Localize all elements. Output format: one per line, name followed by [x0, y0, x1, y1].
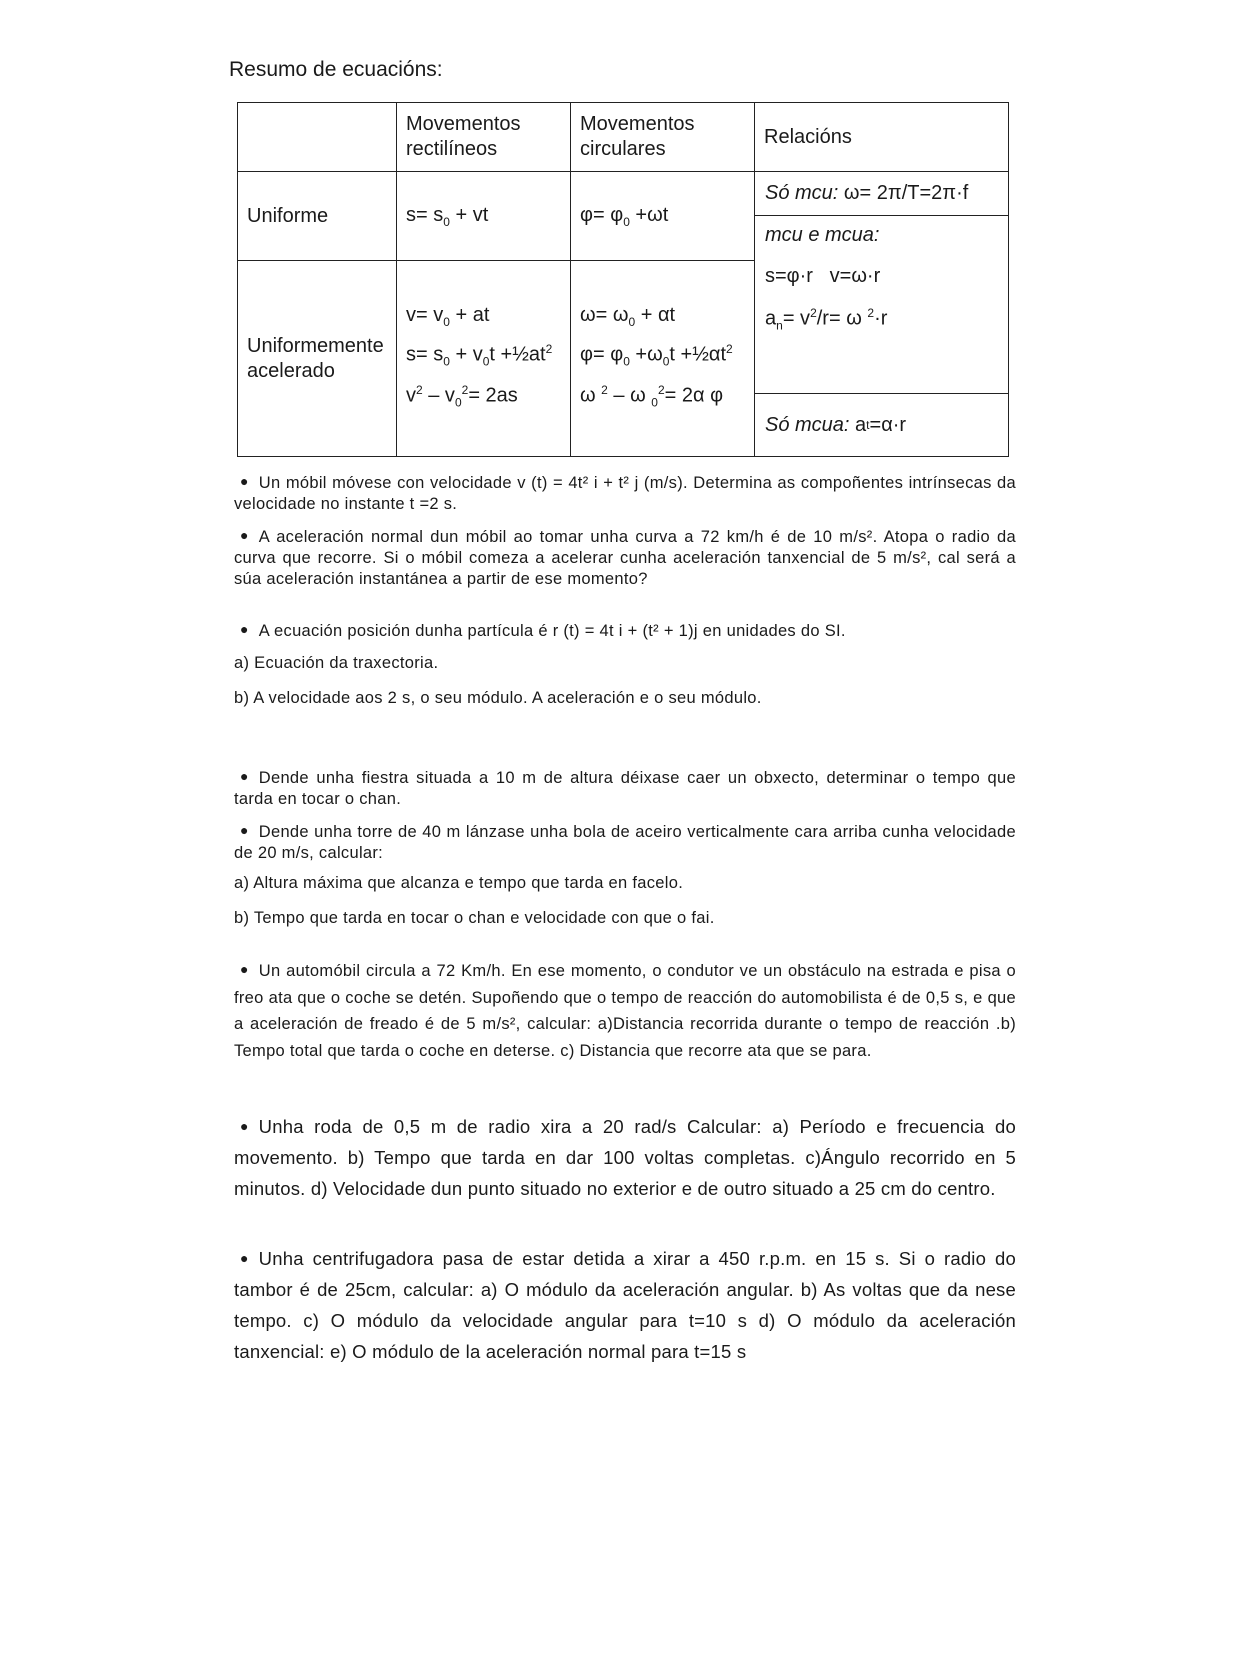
- eq-w2: ω $^2$ – ω $_0^2$= 2α φ: [580, 382, 724, 410]
- table-header-row: [238, 103, 1009, 172]
- rel-mcua-label: Só mcua:: [765, 413, 850, 436]
- bullet-icon: ●: [240, 473, 249, 489]
- row-label-uniform: Uniforme: [238, 172, 397, 261]
- bullet-icon: ●: [240, 621, 249, 637]
- eq-v: $v= v_0$ + at: [406, 303, 490, 329]
- bullet-icon: ●: [240, 1118, 249, 1134]
- rel-mcua: Só mcua: a t =α·r: [755, 393, 1008, 456]
- problem-4: ● Dende unha fiestra situada a 10 m de altura déixase caer un obxecto, determinar o tempo que tarda en tocar o chan.: [234, 768, 1016, 808]
- bullet-icon: ●: [240, 768, 249, 784]
- problem-7: ● Unha roda de 0,5 m de radio xira a 20 rad/s Calcular: a) Período e frecuencia do movemento. b) Tempo que tarda en dar 100 voltas completas. c)Ángulo recorrido en 5 minutos. d) Velocidade dun punto situado no exterior e de outro situado a 25 cm do centro.: [234, 1111, 1016, 1204]
- rel-mcu-label: Só mcu:: [765, 182, 839, 204]
- problem-3a: a) Ecuación da traxectoria.: [234, 654, 439, 672]
- bullet-icon: ●: [240, 1250, 249, 1266]
- rel-mcu-mcua: [755, 216, 1008, 393]
- table-row-uniform: [238, 172, 1009, 261]
- problem-5: ● Dende unha torre de 40 m lánzase unha bola de aceiro verticalmente cara arriba cunha velocidade de 20 m/s, calcular:: [234, 822, 1016, 862]
- eq-v2: $v^2 - v_0^2= 2as$: [406, 382, 518, 410]
- relations-cell: [755, 172, 1009, 457]
- problem-6: ● Un automóbil circula a 72 Km/h. En ese momento, o condutor ve un obstáculo na estrada e pisa o freo ata que o coche se detén. Supoñendo que o tempo de reacción do automobilista é de 0,5 s, e que a aceleración de freado é de 5 m/s², calcular: a)Distancia recorrida durante o tempo de reacción .b) Tempo total que tarda o coche en deterse. c) Distancia que recorre ata que se para.: [234, 956, 1016, 1064]
- problem-3b: b) A velocidade aos 2 s, o seu módulo. A aceleración e o seu módulo.: [234, 689, 762, 707]
- summary-heading: Resumo de ecuacións:: [229, 58, 443, 81]
- problem-5a: a) Altura máxima que alcanza e tempo que tarda en facelo.: [234, 874, 684, 892]
- bullet-icon: ●: [240, 527, 249, 543]
- header-rectilinear: Movementos rectilíneos: [397, 103, 571, 172]
- header-relations: Relacións: [755, 103, 1009, 172]
- rel-mcu: [755, 172, 1008, 216]
- eq-s: $s= s_0 + v_0t$ $+\frac{1}{2}at^2$: [406, 342, 553, 369]
- rel-an: $a_n= v^2/r= \omega$ $^2$·r: [765, 306, 888, 333]
- row-label-accelerated: Uniformemente acelerado: [238, 261, 397, 457]
- problem-8: ● Unha centrifugadora pasa de estar detida a xirar a 450 r.p.m. en 15 s. Si o radio do tambor é de 25cm, calcular: a) O módulo da aceleración angular. b) As voltas que da nese tempo. c) O módulo da velocidade angular para t=10 s d) O módulo da aceleración tanxencial: e) O módulo de la aceleración normal para t=15 s: [234, 1243, 1016, 1367]
- eq-rect-uniform: $s= s_0$ + vt: [397, 172, 571, 261]
- eq-circ-accelerated: [571, 261, 755, 457]
- rel-both-label: mcu e mcua:: [765, 224, 880, 246]
- bullet-icon: ●: [240, 822, 249, 838]
- eq-circ-uniform: $\varphi= \varphi_0 +\omega t$: [571, 172, 755, 261]
- problem-5b: b) Tempo que tarda en tocar o chan e velocidade con que o fai.: [234, 909, 715, 927]
- problem-3: ● A ecuación posición dunha partícula é r (t) = 4t i + (t² + 1)j en unidades do SI.: [240, 621, 846, 640]
- eq-rect-accelerated: [397, 261, 571, 457]
- rel-mcu-text: ω= 2π/T=2π·f: [843, 182, 969, 204]
- empty-corner-cell: [238, 103, 397, 172]
- eq-phi: $\varphi= \varphi_0 +\omega_0t$ $+\frac{1}{2}\alpha t^2$: [580, 342, 733, 369]
- header-circular: Movementos circulares: [571, 103, 755, 172]
- eq-w: $\omega= \omega_0 + \alpha t$: [580, 303, 676, 329]
- equations-table: [237, 102, 1009, 457]
- problem-2: ● A aceleración normal dun móbil ao tomar unha curva a 72 km/h é de 10 m/s². Atopa o radio da curva que recorre. Si o móbil comeza a acelerar cunha aceleración tanxencial de 5 m/s², cal será a súa aceleración instantánea a partir de ese momento?: [234, 527, 1016, 588]
- problem-1: ● Un móbil móvese con velocidade v (t) = 4t² i + t² j (m/s). Determina as compoñentes intrínsecas da velocidade no instante t =2 s.: [234, 473, 1016, 513]
- rel-s-v: s=φ·r v=ω·r: [765, 265, 881, 287]
- bullet-icon: ●: [240, 961, 249, 977]
